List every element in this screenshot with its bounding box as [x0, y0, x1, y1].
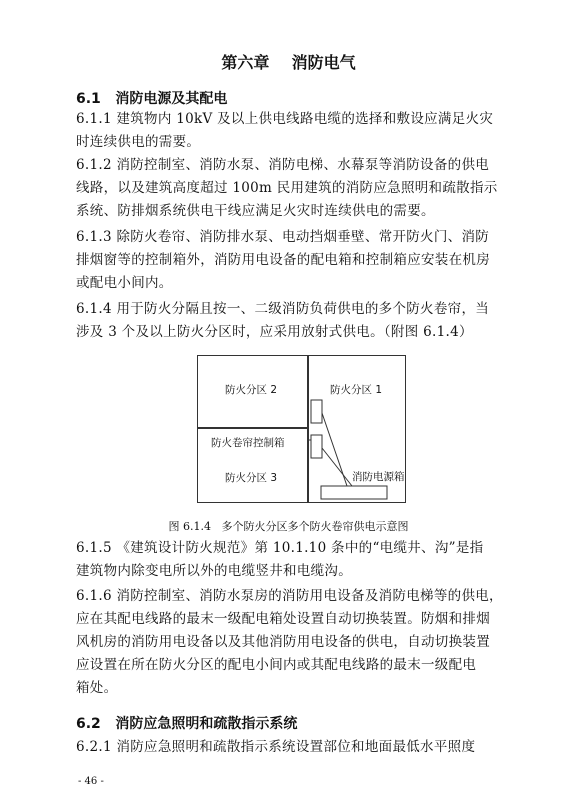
- shutter-controller-2: [311, 435, 322, 458]
- paragraph-line: 6.1.6 消防控制室、消防水泵房的消防用电设备及消防电梯等的供电，: [76, 588, 503, 604]
- feeder-line-2: [322, 448, 352, 486]
- paragraph-line: 6.1.1 建筑物内 10kV 及以上供电线路电缆的选择和敷设应满足火灾: [76, 111, 494, 127]
- paragraph-line: 6.2.1 消防应急照明和疏散指示系统设置部位和地面最低水平照度: [76, 739, 476, 755]
- figure-caption: 图 6.1.4 多个防火分区多个防火卷帘供电示意图: [168, 520, 409, 533]
- shutter-controller-1: [311, 400, 322, 423]
- wiring-lines: [197, 355, 406, 503]
- fire-zone-diagram: [197, 355, 406, 503]
- paragraph-line: 系统、防排烟系统供电干线应满足火灾时连续供电的需要。: [76, 203, 435, 219]
- chapter-title: 第六章 消防电气: [221, 53, 356, 72]
- paragraph-line: 或配电小间内。: [76, 275, 173, 291]
- paragraph-line: 建筑物内除变电所以外的电缆竖井和电缆沟。: [76, 563, 352, 579]
- paragraph-line: 6.1.2 消防控制室、消防水泵、消防电梯、水幕泵等消防设备的供电: [76, 157, 490, 173]
- paragraph-line: 风机房的消防用电设备以及其他消防用电设备的供电，自动切换装置: [76, 634, 490, 650]
- shutter-control-box-label: 防火卷帘控制箱: [211, 437, 285, 449]
- section-heading-6-1: 6.1 消防电源及其配电: [76, 91, 228, 107]
- paragraph-line: 应设置在所在防火分区的配电小间内或其配电线路的最末一级配电: [76, 657, 477, 673]
- paragraph-line: 排烟窗等的控制箱外，消防用电设备的配电箱和控制箱应安装在机房: [76, 252, 490, 268]
- paragraph-line: 应在其配电线路的最末一级配电箱处设置自动切换装置。防烟和排烟: [76, 611, 490, 627]
- paragraph-line: 时连续供电的需要。: [76, 134, 201, 150]
- paragraph-line: 线路，以及建筑高度超过 100m 民用建筑的消防应急照明和疏散指示: [76, 180, 498, 196]
- paragraph-line: 涉及 3 个及以上防火分区时，应采用放射式供电。（附图 6.1.4）: [76, 324, 473, 340]
- power-box-rect: [321, 486, 387, 499]
- page-number: - 46 -: [78, 776, 104, 787]
- zone-3-label: 防火分区 3: [225, 472, 278, 484]
- section-heading-6-2: 6.2 消防应急照明和疏散指示系统: [76, 716, 298, 732]
- paragraph-line: 箱处。: [76, 680, 118, 696]
- paragraph-line: 6.1.3 除防火卷帘、消防排水泵、电动挡烟垂壁、常开防火门、消防: [76, 229, 490, 245]
- fire-power-box-label: 消防电源箱: [352, 471, 405, 483]
- zone-1-label: 防火分区 1: [330, 384, 383, 396]
- paragraph-line: 6.1.4 用于防火分隔且按一、二级消防负荷供电的多个防火卷帘，当: [76, 301, 490, 317]
- zone-2-label: 防火分区 2: [225, 384, 278, 396]
- paragraph-line: 6.1.5 《建筑设计防火规范》第 10.1.10 条中的“电缆井、沟”是指: [76, 540, 484, 556]
